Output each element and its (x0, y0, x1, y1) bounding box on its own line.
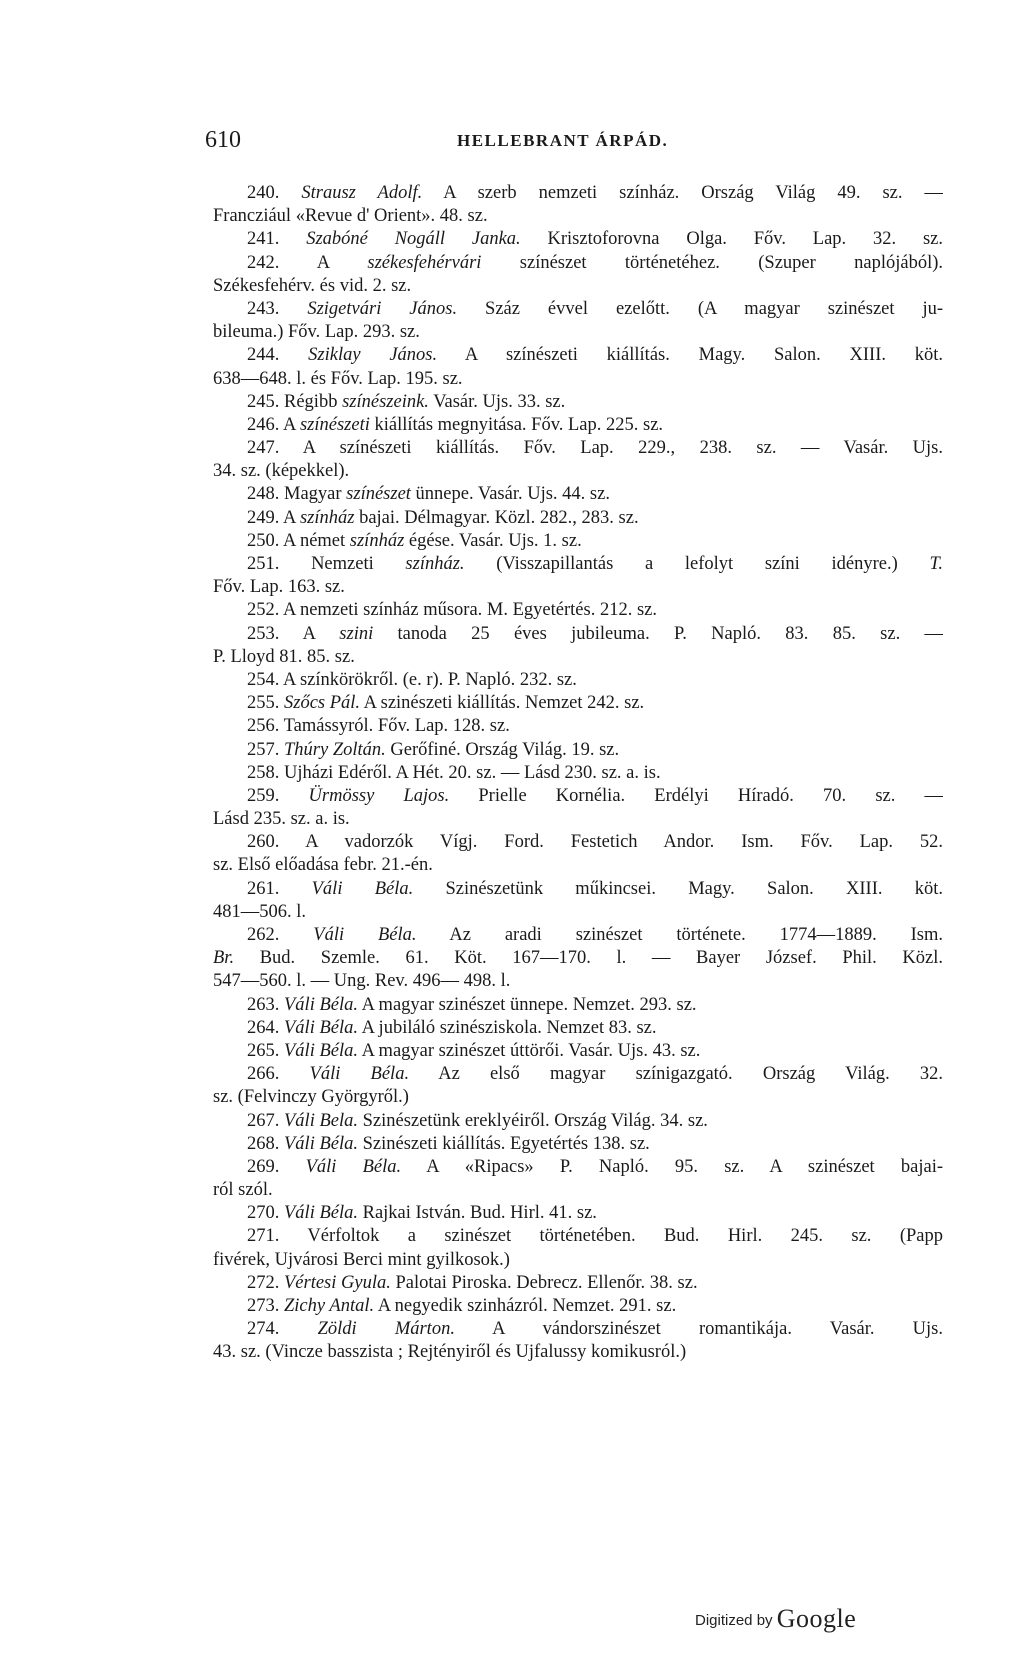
text-line: 241. Szabóné Nogáll Janka. Krisztoforovna Olga. Főv. Lap. 32. sz. (247, 229, 943, 250)
text-line: 270. Váli Béla. Rajkai István. Bud. Hirl. 41. sz. (247, 1203, 597, 1224)
text-line: 262. Váli Béla. Az aradi szinészet története. 1774—1889. Ism. (247, 925, 943, 945)
text-line: sz. Első előadása febr. 21.-én. (213, 855, 433, 876)
text-line: 240. Strausz Adolf. A szerb nemzeti színház. Ország Világ 49. sz. — (247, 183, 943, 203)
text-line: 255. Szőcs Pál. A szinészeti kiállítás. Nemzet 242. sz. (247, 693, 645, 714)
text-line: 249. A színház bajai. Délmagyar. Közl. 282., 283. sz. (247, 507, 639, 528)
text-line: Francziául «Revue d' Orient». 48. sz. (213, 206, 488, 227)
text-line: Főv. Lap. 163. sz. (213, 577, 345, 598)
text-line: 251. Nemzeti színház. (Visszapillantás a lefolyt színi idényre.) T. (247, 554, 943, 574)
text-line: 257. Thúry Zoltán. Gerőfiné. Ország Világ. 19. sz. (247, 739, 620, 760)
text-line: 258. Ujházi Edéről. A Hét. 20. sz. — Lásd 230. sz. a. is. (247, 762, 661, 783)
digitized-by-watermark (695, 1604, 856, 1634)
page-header (205, 127, 855, 157)
text-line: 265. Váli Béla. A magyar szinészet úttörői. Vasár. Ujs. 43. sz. (247, 1040, 701, 1061)
text-line: 274. Zöldi Márton. A vándorszinészet romantikája. Vasár. Ujs. (247, 1319, 943, 1340)
text-line: 252. A nemzeti színház műsora. M. Egyetértés. 212. sz. (247, 600, 657, 621)
text-line: 264. Váli Béla. A jubiláló szinésziskola. Nemzet 83. sz. (247, 1017, 657, 1038)
text-line: 260. A vadorzók Vígj. Ford. Festetich Andor. Ism. Főv. Lap. 52. (247, 832, 943, 853)
text-line: 244. Sziklay János. A színészeti kiállítás. Magy. Salon. XIII. köt. (247, 345, 943, 366)
text-line: Lásd 235. sz. a. is. (213, 809, 350, 830)
text-line: 266. Váli Béla. Az első magyar színigazgató. Ország Világ. 32. (247, 1064, 943, 1085)
text-line: 243. Szigetvári János. Száz évvel ezelőtt. (A magyar szinészet ju- (247, 298, 943, 319)
text-line: bileuma.) Főv. Lap. 293. sz. (213, 322, 420, 343)
text-line: 267. Váli Bela. Szinészetünk ereklyéiről. Ország Világ. 34. sz. (247, 1110, 708, 1131)
text-line: 253. A szini tanoda 25 éves jubileuma. P. Napló. 83. 85. sz. — (247, 623, 943, 644)
text-line: 245. Régibb színészeink. Vasár. Ujs. 33. sz. (247, 391, 566, 412)
text-line: fivérek, Ujvárosi Berci mint gyilkosok.) (213, 1249, 510, 1270)
text-line: 271. Vérfoltok a szinészet történetében. Bud. Hirl. 245. sz. (Papp (247, 1226, 943, 1247)
text-line: 273. Zichy Antal. A negyedik szinházról. Nemzet. 291. sz. (247, 1296, 677, 1316)
text-line: 259. Ürmössy Lajos. Prielle Kornélia. Erdélyi Híradó. 70. sz. — (247, 785, 943, 806)
text-line: 261. Váli Béla. Szinészetünk műkincsei. Magy. Salon. XIII. köt. (247, 878, 943, 899)
running-head: HELLEBRANT ÁRPÁD. (457, 131, 669, 150)
text-line: ról szól. (213, 1180, 273, 1201)
text-line: Székesfehérv. és vid. 2. sz. (213, 275, 412, 296)
text-line: 246. A színészeti kiállítás megnyitása. Főv. Lap. 225. sz. (247, 414, 664, 435)
text-line: 256. Tamássyról. Főv. Lap. 128. sz. (247, 716, 510, 737)
google-logo: Google (776, 1604, 857, 1633)
text-line: 34. sz. (képekkel). (213, 461, 350, 482)
text-line: 247. A színészeti kiállítás. Főv. Lap. 229., 238. sz. — Vasár. Ujs. (247, 438, 943, 459)
text-line: 263. Váli Béla. A magyar szinészet ünnepe. Nemzet. 293. sz. (247, 994, 697, 1015)
text-line: 242. A székesfehérvári színészet történetéhez. (Szuper naplójából). (247, 252, 943, 273)
text-line: 250. A német színház égése. Vasár. Ujs. 1. sz. (247, 530, 582, 551)
text-line: 638—648. l. és Főv. Lap. 195. sz. (213, 368, 463, 389)
text-line: 272. Vértesi Gyula. Palotai Piroska. Debrecz. Ellenőr. 38. sz. (247, 1272, 698, 1293)
text-line: 248. Magyar színészet ünnepe. Vasár. Ujs. 44. sz. (247, 484, 610, 505)
digitized-label: Digitized by (695, 1612, 773, 1629)
bibliography-text (213, 182, 943, 1365)
page-number: 610 (205, 127, 241, 153)
text-line: 268. Váli Béla. Szinészeti kiállítás. Egyetértés 138. sz. (247, 1133, 650, 1154)
text-line: sz. (Felvinczy Györgyről.) (213, 1087, 409, 1108)
text-line: P. Lloyd 81. 85. sz. (213, 646, 355, 667)
text-line: Br. Bud. Szemle. 61. Köt. 167—170. l. — Bayer József. Phil. Közl. (213, 948, 943, 969)
text-line: 547—560. l. — Ung. Rev. 496— 498. l. (213, 971, 511, 992)
text-line: 269. Váli Béla. A «Ripacs» P. Napló. 95. sz. A szinészet bajai- (247, 1156, 943, 1177)
text-line: 481—506. l. (213, 901, 307, 922)
text-line: 254. A színkörökről. (e. r). P. Napló. 232. sz. (247, 669, 577, 690)
text-line: 43. sz. (Vincze basszista ; Rejtényiről és Ujfalussy komikusról.) (213, 1342, 687, 1363)
